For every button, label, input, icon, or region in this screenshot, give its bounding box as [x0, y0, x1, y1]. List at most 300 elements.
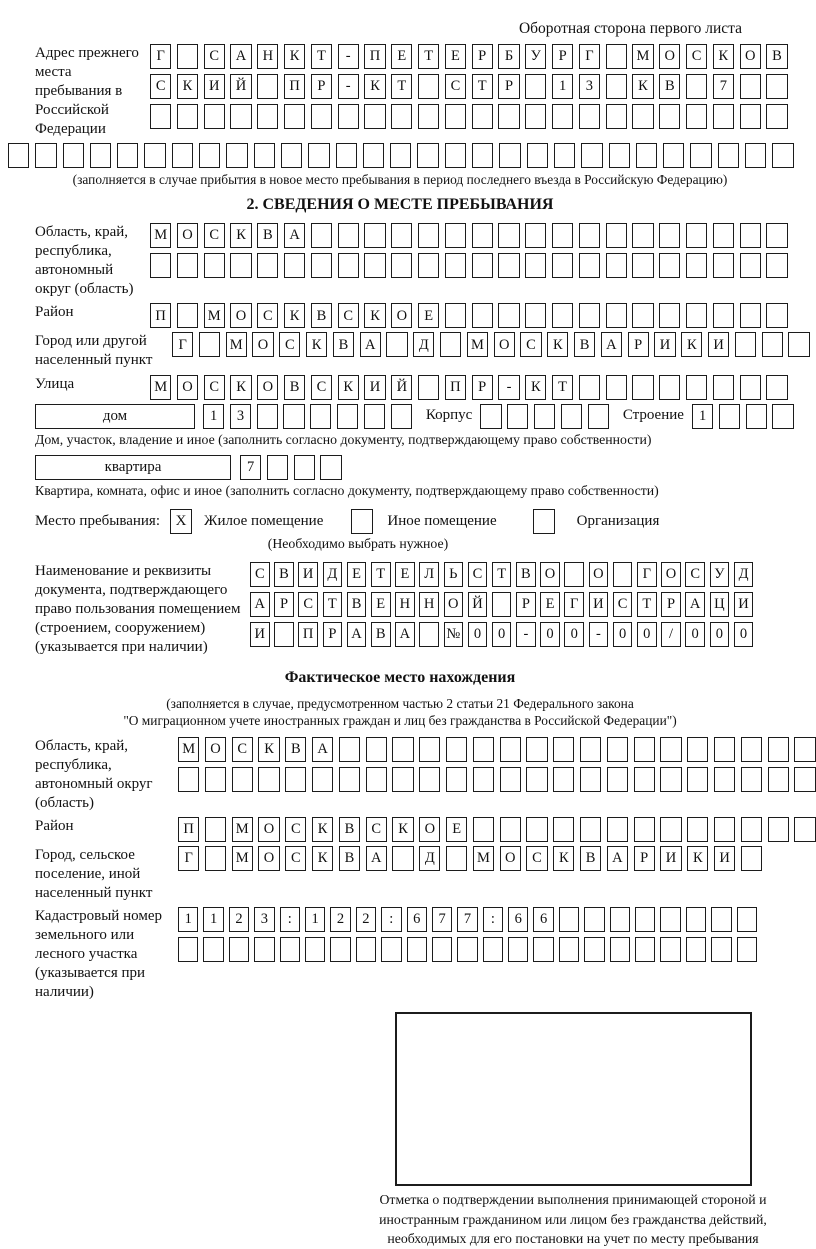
form-cell[interactable]: К: [687, 846, 708, 871]
form-cell[interactable]: [257, 253, 278, 278]
form-cell[interactable]: Д: [419, 846, 440, 871]
form-cell[interactable]: [713, 104, 734, 129]
form-cell[interactable]: 7: [457, 907, 477, 932]
form-cell[interactable]: :: [280, 907, 300, 932]
form-cell[interactable]: [472, 143, 493, 168]
form-cell[interactable]: А: [685, 592, 705, 617]
form-cell[interactable]: [63, 143, 84, 168]
form-cell[interactable]: [606, 104, 627, 129]
form-cell[interactable]: С: [520, 332, 541, 357]
form-cell[interactable]: [579, 303, 600, 328]
form-cell[interactable]: [500, 737, 521, 762]
form-cell[interactable]: 1: [178, 907, 198, 932]
form-cell[interactable]: [232, 767, 253, 792]
form-cell[interactable]: [418, 74, 439, 99]
form-cell[interactable]: В: [516, 562, 536, 587]
form-cell[interactable]: 0: [637, 622, 657, 647]
form-cell[interactable]: [584, 907, 604, 932]
form-cell[interactable]: [632, 303, 653, 328]
form-cell[interactable]: [267, 455, 288, 480]
form-cell[interactable]: [713, 253, 734, 278]
form-cell[interactable]: 6: [508, 907, 528, 932]
form-cell[interactable]: К: [230, 223, 251, 248]
form-cell[interactable]: К: [258, 737, 279, 762]
form-cell[interactable]: [613, 562, 633, 587]
form-cell[interactable]: [607, 737, 628, 762]
form-cell[interactable]: [391, 404, 412, 429]
form-cell[interactable]: [659, 223, 680, 248]
form-cell[interactable]: Н: [395, 592, 415, 617]
form-cell[interactable]: [445, 143, 466, 168]
form-cell[interactable]: [533, 937, 553, 962]
form-cell[interactable]: В: [371, 622, 391, 647]
form-cell[interactable]: О: [258, 817, 279, 842]
form-cell[interactable]: 3: [230, 404, 251, 429]
form-cell[interactable]: [172, 143, 193, 168]
form-cell[interactable]: [445, 253, 466, 278]
form-cell[interactable]: О: [659, 44, 680, 69]
form-cell[interactable]: А: [230, 44, 251, 69]
form-cell[interactable]: М: [473, 846, 494, 871]
form-cell[interactable]: С: [250, 562, 270, 587]
form-cell[interactable]: [788, 332, 809, 357]
form-cell[interactable]: [500, 817, 521, 842]
form-cell[interactable]: В: [333, 332, 354, 357]
form-cell[interactable]: [714, 817, 735, 842]
form-cell[interactable]: [660, 907, 680, 932]
form-cell[interactable]: Р: [552, 44, 573, 69]
form-cell[interactable]: Р: [498, 74, 519, 99]
form-cell[interactable]: [564, 562, 584, 587]
form-cell[interactable]: [178, 937, 198, 962]
form-cell[interactable]: [230, 104, 251, 129]
form-cell[interactable]: [607, 767, 628, 792]
form-cell[interactable]: С: [366, 817, 387, 842]
form-cell[interactable]: [305, 937, 325, 962]
form-cell[interactable]: №: [444, 622, 464, 647]
form-cell[interactable]: И: [734, 592, 754, 617]
form-cell[interactable]: [634, 817, 655, 842]
form-cell[interactable]: В: [274, 562, 294, 587]
form-cell[interactable]: О: [391, 303, 412, 328]
form-cell[interactable]: Д: [413, 332, 434, 357]
form-cell[interactable]: 1: [203, 907, 223, 932]
form-cell[interactable]: [766, 104, 787, 129]
form-cell[interactable]: [559, 907, 579, 932]
form-cell[interactable]: Т: [418, 44, 439, 69]
form-cell[interactable]: К: [553, 846, 574, 871]
form-cell[interactable]: [274, 622, 294, 647]
form-cell[interactable]: [330, 937, 350, 962]
form-cell[interactable]: Е: [347, 562, 367, 587]
form-cell[interactable]: В: [285, 737, 306, 762]
form-cell[interactable]: 1: [552, 74, 573, 99]
form-cell[interactable]: [440, 332, 461, 357]
form-cell[interactable]: Т: [552, 375, 573, 400]
form-cell[interactable]: [527, 143, 548, 168]
form-cell[interactable]: [144, 143, 165, 168]
form-cell[interactable]: [483, 937, 503, 962]
form-cell[interactable]: [552, 253, 573, 278]
form-cell[interactable]: [336, 143, 357, 168]
form-cell[interactable]: Г: [637, 562, 657, 587]
form-cell[interactable]: [606, 303, 627, 328]
form-cell[interactable]: [283, 404, 304, 429]
form-cell[interactable]: Т: [311, 44, 332, 69]
form-cell[interactable]: [740, 223, 761, 248]
form-cell[interactable]: 0: [468, 622, 488, 647]
form-cell[interactable]: 0: [492, 622, 512, 647]
form-cell[interactable]: -: [498, 375, 519, 400]
checkbox-inoe[interactable]: [351, 509, 373, 534]
form-cell[interactable]: 0: [734, 622, 754, 647]
form-cell[interactable]: [561, 404, 582, 429]
form-cell[interactable]: Г: [564, 592, 584, 617]
form-cell[interactable]: В: [339, 817, 360, 842]
form-cell[interactable]: [364, 253, 385, 278]
form-cell[interactable]: [457, 937, 477, 962]
form-cell[interactable]: С: [204, 44, 225, 69]
form-cell[interactable]: Р: [323, 622, 343, 647]
form-cell[interactable]: [498, 303, 519, 328]
form-cell[interactable]: [580, 767, 601, 792]
checkbox-organizatsiya[interactable]: [533, 509, 555, 534]
form-cell[interactable]: [473, 737, 494, 762]
form-cell[interactable]: К: [284, 303, 305, 328]
form-cell[interactable]: [339, 737, 360, 762]
form-cell[interactable]: 3: [579, 74, 600, 99]
form-cell[interactable]: [762, 332, 783, 357]
form-cell[interactable]: К: [177, 74, 198, 99]
form-cell[interactable]: [498, 253, 519, 278]
form-cell[interactable]: [337, 404, 358, 429]
form-cell[interactable]: [480, 404, 501, 429]
form-cell[interactable]: [632, 223, 653, 248]
form-cell[interactable]: [718, 143, 739, 168]
form-cell[interactable]: [284, 104, 305, 129]
form-cell[interactable]: О: [540, 562, 560, 587]
form-cell[interactable]: С: [204, 223, 225, 248]
form-cell[interactable]: [553, 737, 574, 762]
form-cell[interactable]: [419, 737, 440, 762]
form-cell[interactable]: М: [632, 44, 653, 69]
form-cell[interactable]: -: [338, 44, 359, 69]
form-cell[interactable]: [687, 737, 708, 762]
form-cell[interactable]: [525, 223, 546, 248]
form-cell[interactable]: В: [339, 846, 360, 871]
form-cell[interactable]: [553, 817, 574, 842]
form-cell[interactable]: [203, 937, 223, 962]
form-cell[interactable]: К: [312, 817, 333, 842]
form-cell[interactable]: [686, 253, 707, 278]
form-cell[interactable]: Г: [178, 846, 199, 871]
form-cell[interactable]: В: [574, 332, 595, 357]
form-cell[interactable]: [741, 767, 762, 792]
form-cell[interactable]: Т: [391, 74, 412, 99]
form-cell[interactable]: Т: [492, 562, 512, 587]
form-cell[interactable]: [741, 846, 762, 871]
form-cell[interactable]: В: [766, 44, 787, 69]
form-cell[interactable]: Т: [472, 74, 493, 99]
form-cell[interactable]: С: [468, 562, 488, 587]
form-cell[interactable]: 7: [240, 455, 261, 480]
form-cell[interactable]: П: [445, 375, 466, 400]
form-cell[interactable]: [8, 143, 29, 168]
form-cell[interactable]: 0: [685, 622, 705, 647]
form-cell[interactable]: Е: [445, 44, 466, 69]
form-cell[interactable]: В: [580, 846, 601, 871]
form-cell[interactable]: [713, 375, 734, 400]
form-cell[interactable]: К: [364, 303, 385, 328]
form-cell[interactable]: А: [284, 223, 305, 248]
form-cell[interactable]: [258, 767, 279, 792]
form-cell[interactable]: К: [525, 375, 546, 400]
form-cell[interactable]: Л: [419, 562, 439, 587]
form-cell[interactable]: [177, 253, 198, 278]
form-cell[interactable]: О: [257, 375, 278, 400]
form-cell[interactable]: Е: [418, 303, 439, 328]
form-cell[interactable]: К: [681, 332, 702, 357]
form-cell[interactable]: П: [178, 817, 199, 842]
form-cell[interactable]: [204, 104, 225, 129]
form-cell[interactable]: [772, 404, 793, 429]
form-cell[interactable]: [745, 143, 766, 168]
form-cell[interactable]: [418, 375, 439, 400]
form-cell[interactable]: [390, 143, 411, 168]
form-cell[interactable]: [740, 303, 761, 328]
form-cell[interactable]: [419, 767, 440, 792]
form-cell[interactable]: [177, 104, 198, 129]
form-cell[interactable]: 0: [613, 622, 633, 647]
form-cell[interactable]: Й: [468, 592, 488, 617]
form-cell[interactable]: 6: [407, 907, 427, 932]
form-cell[interactable]: [580, 737, 601, 762]
form-cell[interactable]: [579, 104, 600, 129]
form-cell[interactable]: О: [419, 817, 440, 842]
form-cell[interactable]: [177, 44, 198, 69]
form-cell[interactable]: [320, 455, 341, 480]
form-cell[interactable]: [445, 223, 466, 248]
form-cell[interactable]: [659, 375, 680, 400]
form-cell[interactable]: [686, 223, 707, 248]
form-cell[interactable]: А: [366, 846, 387, 871]
form-cell[interactable]: М: [232, 846, 253, 871]
form-cell[interactable]: [634, 737, 655, 762]
form-cell[interactable]: М: [150, 223, 171, 248]
form-cell[interactable]: 6: [533, 907, 553, 932]
form-cell[interactable]: [525, 104, 546, 129]
form-cell[interactable]: И: [589, 592, 609, 617]
form-cell[interactable]: 7: [713, 74, 734, 99]
form-cell[interactable]: 1: [305, 907, 325, 932]
form-cell[interactable]: [178, 767, 199, 792]
form-cell[interactable]: [311, 223, 332, 248]
form-cell[interactable]: И: [654, 332, 675, 357]
form-cell[interactable]: [526, 817, 547, 842]
form-cell[interactable]: 2: [330, 907, 350, 932]
form-cell[interactable]: Р: [661, 592, 681, 617]
form-cell[interactable]: [584, 937, 604, 962]
form-cell[interactable]: [35, 143, 56, 168]
form-cell[interactable]: К: [392, 817, 413, 842]
form-cell[interactable]: О: [589, 562, 609, 587]
form-cell[interactable]: 2: [229, 907, 249, 932]
form-cell[interactable]: [391, 253, 412, 278]
form-cell[interactable]: [606, 223, 627, 248]
form-cell[interactable]: [554, 143, 575, 168]
form-cell[interactable]: [508, 937, 528, 962]
form-cell[interactable]: [205, 846, 226, 871]
form-cell[interactable]: [498, 104, 519, 129]
form-cell[interactable]: [364, 104, 385, 129]
form-cell[interactable]: [606, 74, 627, 99]
form-cell[interactable]: [740, 104, 761, 129]
form-cell[interactable]: [636, 143, 657, 168]
form-cell[interactable]: :: [483, 907, 503, 932]
form-cell[interactable]: /: [661, 622, 681, 647]
form-cell[interactable]: А: [601, 332, 622, 357]
form-cell[interactable]: [257, 104, 278, 129]
form-cell[interactable]: К: [338, 375, 359, 400]
form-cell[interactable]: [741, 737, 762, 762]
form-cell[interactable]: В: [659, 74, 680, 99]
form-cell[interactable]: [686, 104, 707, 129]
form-cell[interactable]: [472, 303, 493, 328]
form-cell[interactable]: О: [177, 223, 198, 248]
form-cell[interactable]: [579, 223, 600, 248]
form-cell[interactable]: [498, 223, 519, 248]
form-cell[interactable]: [737, 937, 757, 962]
form-cell[interactable]: Р: [628, 332, 649, 357]
form-cell[interactable]: О: [177, 375, 198, 400]
form-cell[interactable]: [432, 937, 452, 962]
form-cell[interactable]: [580, 817, 601, 842]
form-cell[interactable]: А: [395, 622, 415, 647]
form-cell[interactable]: [794, 817, 815, 842]
form-cell[interactable]: С: [285, 846, 306, 871]
form-cell[interactable]: Д: [323, 562, 343, 587]
form-cell[interactable]: [472, 104, 493, 129]
form-cell[interactable]: [473, 767, 494, 792]
form-cell[interactable]: [740, 74, 761, 99]
form-cell[interactable]: [366, 737, 387, 762]
form-cell[interactable]: Е: [446, 817, 467, 842]
form-cell[interactable]: О: [661, 562, 681, 587]
form-cell[interactable]: О: [444, 592, 464, 617]
form-cell[interactable]: 0: [540, 622, 560, 647]
form-cell[interactable]: Т: [637, 592, 657, 617]
form-cell[interactable]: [392, 737, 413, 762]
form-cell[interactable]: [686, 937, 706, 962]
form-cell[interactable]: [713, 303, 734, 328]
form-cell[interactable]: [226, 143, 247, 168]
form-cell[interactable]: 3: [254, 907, 274, 932]
form-cell[interactable]: [310, 404, 331, 429]
form-cell[interactable]: С: [338, 303, 359, 328]
form-cell[interactable]: [632, 375, 653, 400]
form-cell[interactable]: Ь: [444, 562, 464, 587]
form-cell[interactable]: [308, 143, 329, 168]
form-cell[interactable]: -: [338, 74, 359, 99]
form-cell[interactable]: К: [632, 74, 653, 99]
form-cell[interactable]: 2: [356, 907, 376, 932]
form-cell[interactable]: 0: [710, 622, 730, 647]
form-cell[interactable]: [635, 937, 655, 962]
form-cell[interactable]: [768, 737, 789, 762]
form-cell[interactable]: Т: [323, 592, 343, 617]
form-cell[interactable]: И: [660, 846, 681, 871]
form-cell[interactable]: [741, 817, 762, 842]
form-cell[interactable]: [417, 143, 438, 168]
form-cell[interactable]: А: [312, 737, 333, 762]
form-cell[interactable]: 1: [203, 404, 224, 429]
form-cell[interactable]: М: [226, 332, 247, 357]
form-cell[interactable]: О: [230, 303, 251, 328]
form-cell[interactable]: [230, 253, 251, 278]
form-cell[interactable]: [229, 937, 249, 962]
form-cell[interactable]: Е: [540, 592, 560, 617]
form-cell[interactable]: [338, 223, 359, 248]
form-cell[interactable]: К: [312, 846, 333, 871]
form-cell[interactable]: [559, 937, 579, 962]
form-cell[interactable]: С: [686, 44, 707, 69]
form-cell[interactable]: [719, 404, 740, 429]
form-cell[interactable]: [338, 104, 359, 129]
form-cell[interactable]: [632, 253, 653, 278]
form-cell[interactable]: [635, 907, 655, 932]
form-cell[interactable]: [552, 303, 573, 328]
form-cell[interactable]: [90, 143, 111, 168]
form-cell[interactable]: [391, 223, 412, 248]
form-cell[interactable]: -: [516, 622, 536, 647]
form-cell[interactable]: [311, 253, 332, 278]
form-cell[interactable]: [740, 253, 761, 278]
form-cell[interactable]: [199, 332, 220, 357]
form-cell[interactable]: П: [364, 44, 385, 69]
form-cell[interactable]: [660, 767, 681, 792]
form-cell[interactable]: И: [364, 375, 385, 400]
form-cell[interactable]: Н: [257, 44, 278, 69]
form-cell[interactable]: [581, 143, 602, 168]
form-cell[interactable]: 0: [564, 622, 584, 647]
form-cell[interactable]: [392, 767, 413, 792]
form-cell[interactable]: [204, 253, 225, 278]
form-cell[interactable]: [473, 817, 494, 842]
form-cell[interactable]: [339, 767, 360, 792]
form-cell[interactable]: [364, 404, 385, 429]
form-cell[interactable]: А: [250, 592, 270, 617]
form-cell[interactable]: [392, 846, 413, 871]
form-cell[interactable]: [579, 253, 600, 278]
form-cell[interactable]: [768, 767, 789, 792]
form-cell[interactable]: М: [467, 332, 488, 357]
form-cell[interactable]: А: [607, 846, 628, 871]
form-cell[interactable]: [610, 907, 630, 932]
form-cell[interactable]: [386, 332, 407, 357]
form-cell[interactable]: В: [311, 303, 332, 328]
form-cell[interactable]: [534, 404, 555, 429]
form-cell[interactable]: [686, 74, 707, 99]
form-cell[interactable]: [205, 767, 226, 792]
form-cell[interactable]: [391, 104, 412, 129]
form-cell[interactable]: Е: [391, 44, 412, 69]
form-cell[interactable]: Г: [150, 44, 171, 69]
form-cell[interactable]: М: [232, 817, 253, 842]
form-cell[interactable]: [419, 622, 439, 647]
form-cell[interactable]: С: [257, 303, 278, 328]
form-cell[interactable]: [690, 143, 711, 168]
form-cell[interactable]: [659, 303, 680, 328]
